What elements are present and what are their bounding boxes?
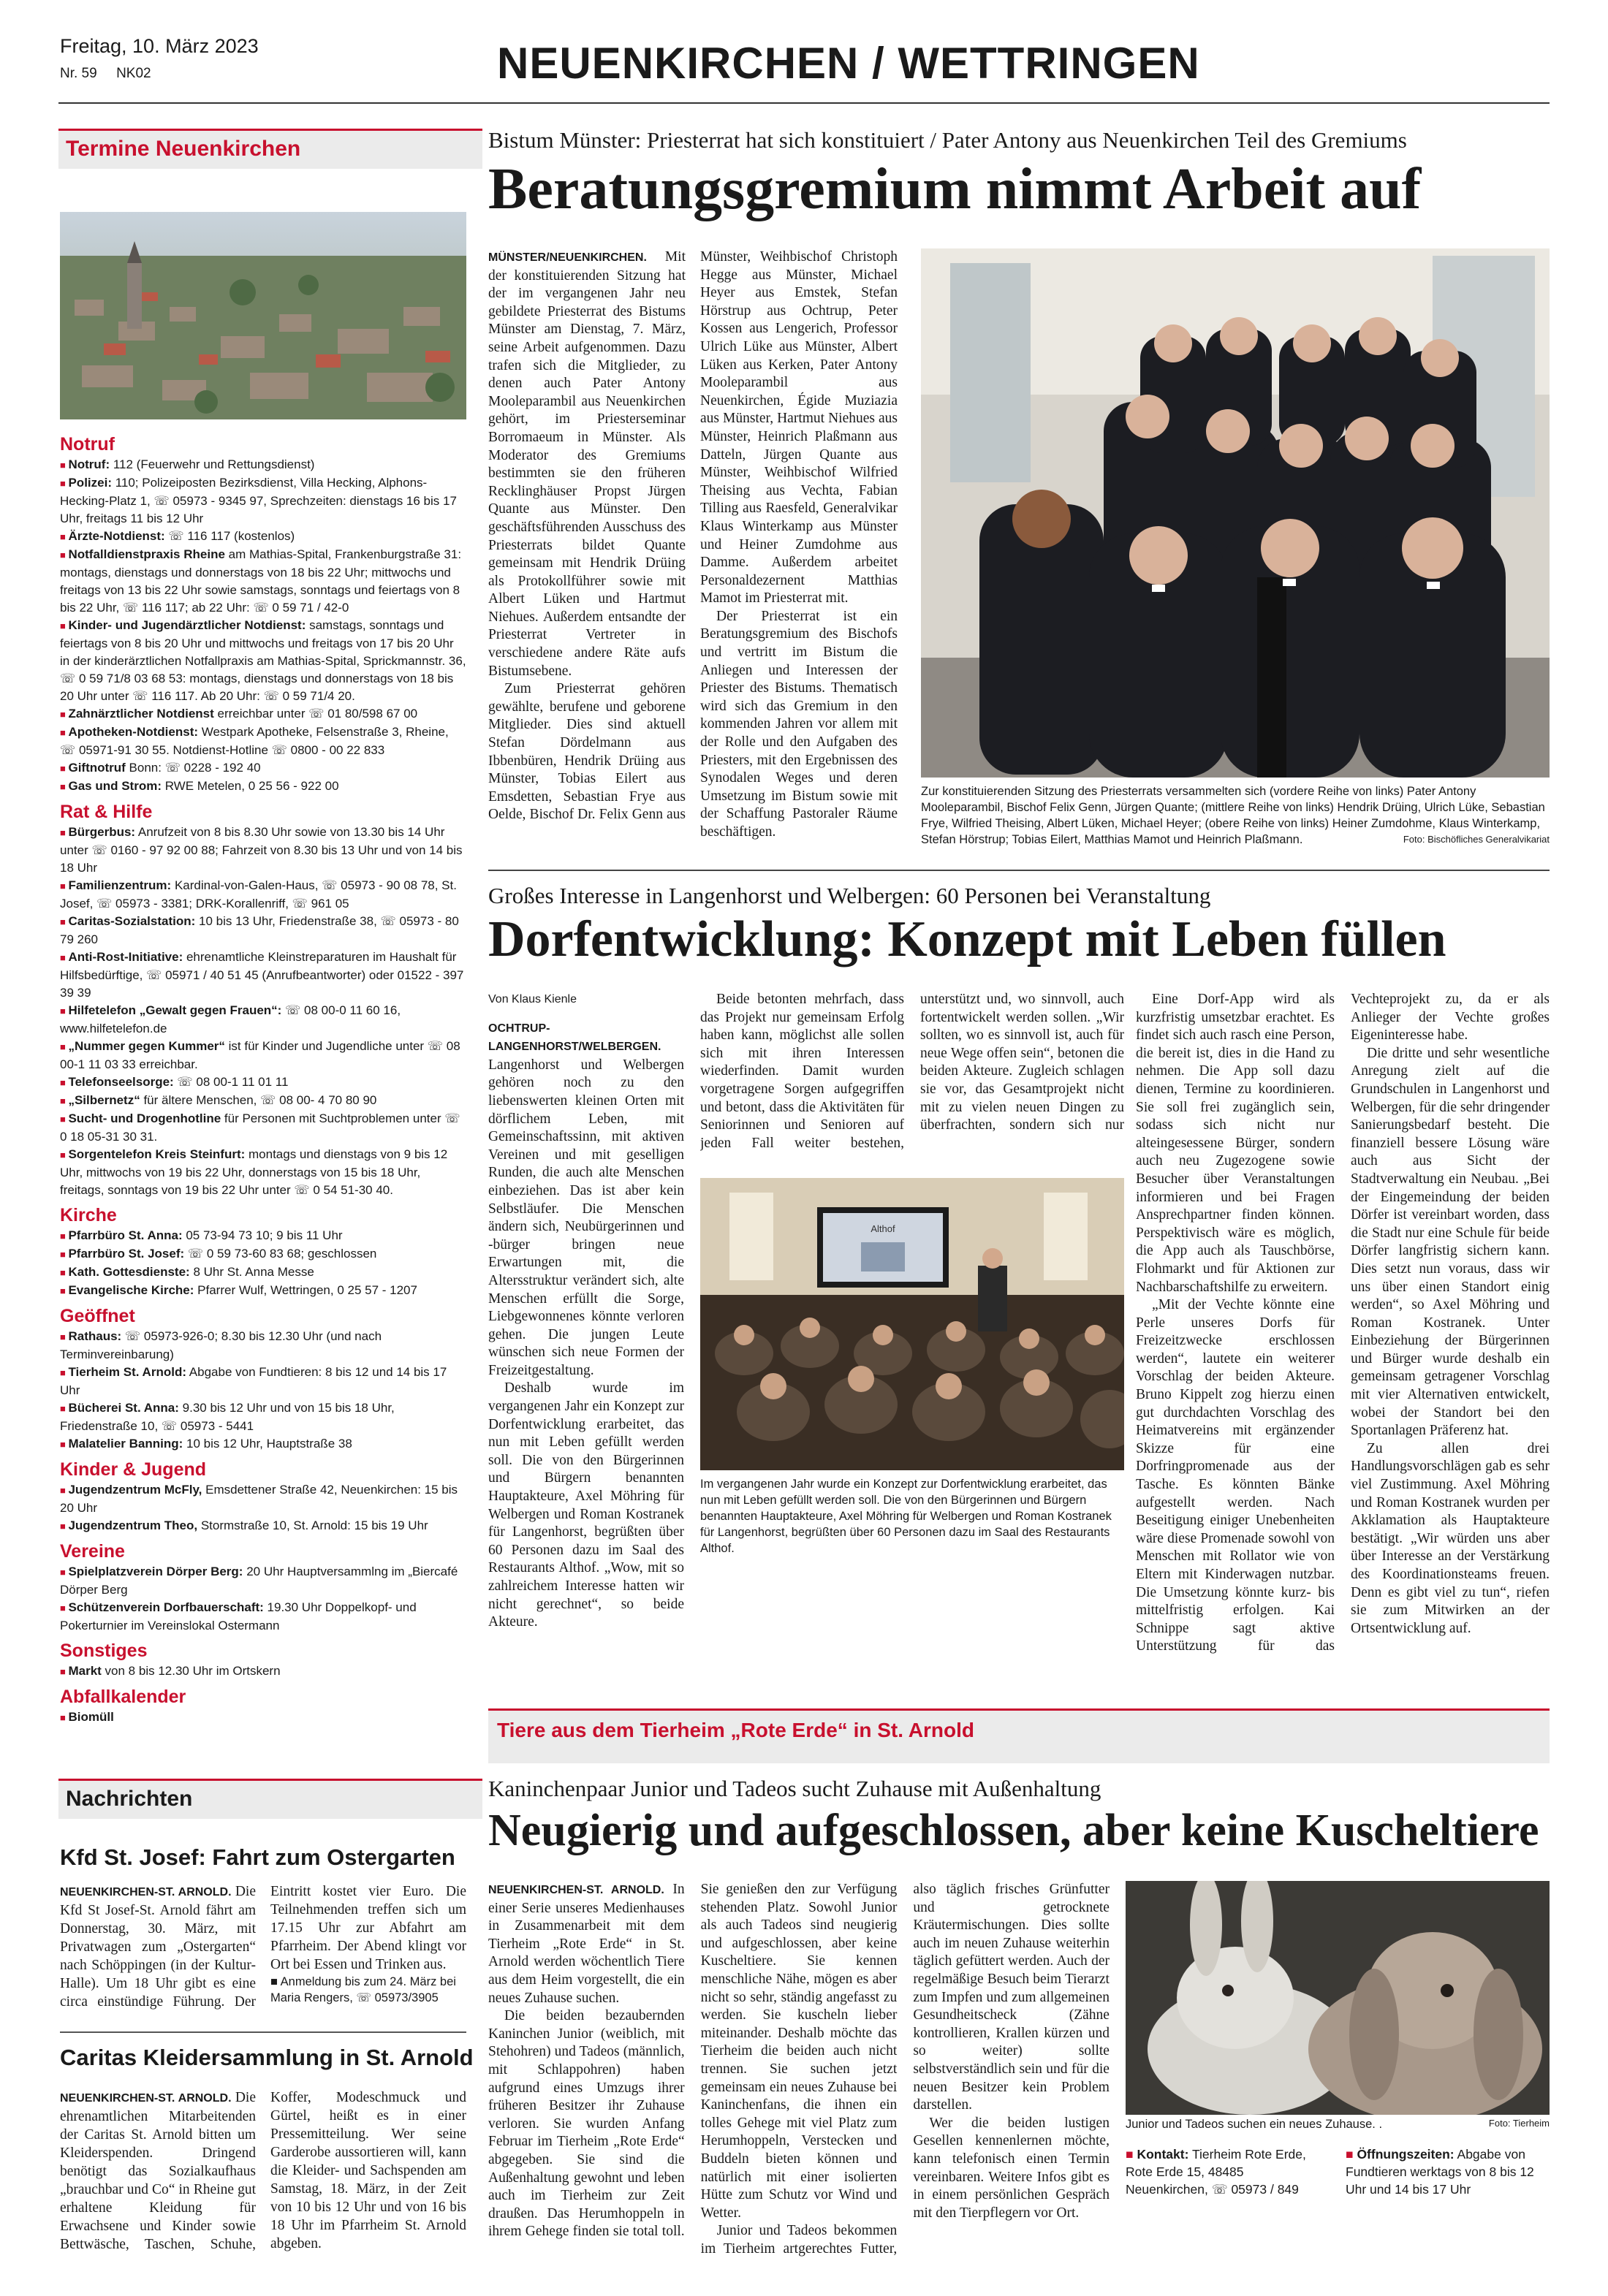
termine-entry — [60, 528, 466, 546]
termine-entry-label: Jugendzentrum McFly, — [68, 1483, 202, 1497]
termine-entry-label: Kinder- und Jugendärztlicher Notdienst: — [68, 618, 306, 632]
article3-contact-info: ■ Kontakt: Tierheim Rote Erde, Rote Erde 15, 48485 Neuenkirchen, ☏ 05973 / 849 ■ Öffnungszeiten: Abgabe von Fundtieren werktags von 8 bis 12 Uhr und 14 bis 17 Uhr — [1126, 2147, 1534, 2197]
termine-entry — [60, 1282, 466, 1300]
issue-number: Nr. 59 NK02 — [60, 66, 151, 81]
kfd-title: Kfd St. Josef: Fahrt zum Ostergarten — [60, 1844, 455, 1870]
masthead-rule — [58, 102, 1550, 104]
termine-section-heading: Sonstiges — [60, 1641, 148, 1661]
termine-entry-text: Westpark Apotheke, Felsenstraße 3, Rheine, ☏ 05971-91 30 55. Notdienst-Hotline ☏ 0800 - 00 22 833 — [60, 725, 449, 757]
termine-section-heading: Rat & Hilfe — [60, 802, 153, 822]
article2-p2: Deshalb wurde im vergangenen Jahr ein Konzept zur Dorfentwicklung erarbeitet, das nun mit Leben gefüllt werden soll. Die von den Bürgerinnen und Bürgern benannten Hauptakteure, Axel Möhring für Welbergen und Roman Kostranek für Langenhorst, begrüßten über 60 Personen dazu im Saal des Restaurants Althof. „Wow, mit so zahlreichem Interesse hatten wir nicht gerechnet“, so beide Akteure. — [488, 1380, 684, 1630]
termine-entry-text: ☏ 0 59 73-60 83 68; geschlossen — [184, 1247, 377, 1261]
termine-entry — [60, 1435, 466, 1453]
termine-entry — [60, 1517, 466, 1535]
article2-p1: Langenhorst und Welbergen gehören noch zu den liebenswerten kleinen Orten mit dörflichem Leben, mit Gemeinschaftssinn, mit aktiven Vereinen und mit geselligen Runden, die auch alte Menschen einbeziehen. Das ist aber kein Selbstläufer. Die Menschen ändern sich, Neubürgerinnen und -bürger bringen neue Erwartungen mit, die Altersstruktur verändert sich, alte Menschen erfüllt die Sorge, Liebgewonnenes könnte verloren gehen. Die jungen Leute wünschen sich neue Formen der Freizeitgestaltung. — [488, 1057, 684, 1378]
termine-entry — [60, 949, 466, 1002]
termine-entry — [60, 617, 466, 705]
article2-p3: Beide betonten mehrfach, dass das Projekt nur gemeinsam Erfolg haben kann, möglichst alle sollen sich mit ihren Interessen wiederfinden. Damit wurden vorgetragene Sorgen aufgegriffen und betont, dass die Aktivitäten für Seniorinnen und Senioren auf jeden Fall weiter bestehen, unterstützt und, wo sinnvoll, auch fortentwickelt werden sollen. „Wir sollten, wo es sinnvoll ist, auch für neue Wege offen sein“, betonen die beiden Akteure. Zugleich schlagen sie vor, das Gesamtprojekt nicht mit zu vielen neuen Dingen zu überfrachten, sondern sich nur — [700, 992, 1124, 1151]
article2-p6: Die dritte und sehr wesentliche Anregung zielt auf die Grundschulen in Langenhorst und Welbergen, für die sehr dringender Sanierungsbedarf besteht. Die finanziell bessere Lösung wäre auch aus Sicht der Stadtverwaltung ein Neubau. „Bei der Eingemeindung der beiden Dörfer ist vereinbart worden, dass die Stadt nur eine Schule für beide Dörfer langfristig sichern kann. Dies setzt nun voraus, dass wir uns über einen Standort einig werden“, so Axel Möhring und Roman Kostranek. Unter Einbeziehung der Bürgerinnen und Bürger wurde deshalb ein gemeinsam getragener Vorschlag mit vier Alternativen entwickelt, wobei der Standort bei den Sportanlagen Präferenz hat. — [1351, 1045, 1550, 1439]
termine-entry — [60, 1662, 466, 1681]
termine-entry-text: samstags, sonntags und feiertags von 8 bis 20 Uhr und mittwochs und freitags von 17 bis 20 Uhr in der kinderärztlichen Notfallpraxis am Mathias-Spital, Sprickmannstr. 36, ☏ 0 59 71/8 03 68 53: montags, dienstags und donnerstags von 18 bis 20 Uhr unter ☏ 116 117. Ab 20 Uhr: ☏ 0 59 71/4 20. — [60, 618, 466, 703]
termine-entry — [60, 1364, 466, 1399]
kfd-note: ■ Anmeldung bis zum 24. März bei Maria Rengers, ☏ 05973/3905 — [270, 1975, 456, 2004]
termine-section-heading: Geöffnet — [60, 1306, 135, 1326]
divider — [60, 2031, 466, 2033]
article3-p4: Wer die beiden lustigen Gesellen kennenlernen möchte, kann telefonisch einen Termin vereinbaren. Weitere Infos gibt es in einem persönlichen Gespräch mit den Tierpflegern vor Ort. — [913, 2115, 1110, 2221]
termine-entry-label: Gas und Strom: — [68, 779, 162, 793]
termine-entry-text: für ältere Menschen, ☏ 08 00- 4 70 80 90 — [140, 1093, 377, 1107]
article3-body — [488, 1881, 1110, 2290]
termine-entry-label: Evangelische Kirche: — [68, 1283, 194, 1297]
article1-headline: Beratungsgremium nimmt Arbeit auf — [488, 157, 1422, 221]
termine-entry — [60, 1563, 466, 1599]
termine-entry — [60, 778, 466, 796]
section-title: NEUENKIRCHEN / WETTRINGEN — [497, 39, 1200, 88]
presentation-screen-text: Althof — [871, 1223, 895, 1234]
article1-body — [488, 248, 898, 849]
termine-entry-label: Ärzte-Notdienst: — [68, 529, 165, 543]
contact-text: Tierheim Rote Erde, Rote Erde 15, 48485 Neuenkirchen, ☏ 05973 / 849 — [1126, 2147, 1306, 2197]
termine-section-heading: Kirche — [60, 1205, 117, 1225]
kfd-dateline: NEUENKIRCHEN-ST. ARNOLD. — [60, 1886, 232, 1898]
article3-p3: Junior und Tadeos bekommen im Tierheim artgerechtes Futter, also täglich frisches Grünfutter und getrocknete Kräutermischungen. Dies sollte auch im neuen Zuhause weiterhin täglich gefüttert werden. Auch der regelmäßige Besuch beim Tierarzt zum Impfen und zum allgemeinen Gesundheitscheck (Zähne kontrollieren, Krallen kürzen und so weiter) sollte selbstverständlich sein und für die neuen Besitzer kein Problem darstellen. — [700, 1882, 1110, 2257]
termine-entry — [60, 723, 466, 759]
termine-entry-text: Abgabe von Fundtieren: 8 bis 12 und 14 bis 17 Uhr — [60, 1365, 447, 1397]
termine-entry-label: Giftnotruf — [68, 761, 126, 775]
article3-photo-credit: Foto: Tierheim — [1488, 2118, 1550, 2129]
kfd-text: Die Kfd St Josef-St. Arnold fährt am Donnerstag, 30. März, mit Privatwagen zum „Ostergarten“ nach Schöppingen (in der Kultur-Halle). Um 18 Uhr gibt es eine circa einstündige Führung. Der Eintritt kostet vier Euro. Die Teilnehmenden treffen sich um 17.15 Uhr zur Abfahrt am Pfarrheim. Der Abend klingt vor Ort bei Essen und Trinken aus. — [60, 1884, 466, 2010]
termine-entry — [60, 1146, 466, 1199]
termine-entry-label: Rathaus: — [68, 1329, 122, 1343]
termine-entry-text: Bonn: ☏ 0228 - 192 40 — [125, 761, 261, 775]
termine-entry-label: Biomüll — [68, 1710, 114, 1724]
caritas-body — [60, 2088, 466, 2286]
termine-entry — [60, 1002, 466, 1038]
article2-p7: Zu allen drei Handlungsvorschlägen gab es sehr viel Zustimmung. Axel Möhring und Roman Kostranek wurden per Akklamation als Hauptakteure bestätigt. „Wir würden uns aber über Interesse an der Verstärkung des Koordinationsteams freuen. Denn es gibt viel zu tun“, riefen sie zum Mitwirken an der Ortsentwicklung auf. — [1351, 1440, 1550, 1636]
termine-entry-label: Jugendzentrum Theo, — [68, 1518, 198, 1532]
article3-headline: Neugierig und aufgeschlossen, aber keine Kuscheltiere — [488, 1806, 1539, 1855]
termine-entry-text: 20 Uhr Hauptversammlng im „Biercafé Dörper Berg — [60, 1565, 458, 1597]
rabbits-photo — [1126, 1881, 1550, 2115]
termine-heading — [58, 129, 482, 169]
termine-entry-text: Anrufzeit von 8 bis 8.30 Uhr sowie von 13.30 bis 14 Uhr unter ☏ 0160 - 97 92 00 88; Fahrzeit von 8.30 bis 13 Uhr und von 14 bis 18 Uhr — [60, 825, 463, 875]
termine-entry-text: für Personen mit Suchtproblemen unter ☏ 0 18 05-31 30 31. — [60, 1111, 460, 1144]
termine-entry — [60, 1073, 466, 1092]
caritas-text: Die ehrenamtlichen Mitarbeitenden der Caritas St. Arnold bitten um Kleiderspenden. Dringend benötigt das Sozialkaufhaus „brauchbar und Co“ in Rheine gut erhaltene Kleidung für Erwachsene und Kinder sowie Bettwäsche, Taschen, Schuhe, Koffer, Modeschmuck und Gürtel, heißt es in einer Pressemitteilung. Wer seine Garderobe aussortieren will, kann die Kleider- und Sachspenden am Samstag, 18. März, in der Zeit von 10 bis 12 Uhr und von 16 bis 18 Uhr im Pfarrheim St. Arnold abgeben. — [60, 2090, 466, 2252]
termine-entry-label: Sorgentelefon Kreis Steinfurt: — [68, 1147, 246, 1161]
termine-entry-text: ☏ 116 117 (kostenlos) — [164, 529, 295, 543]
termine-entry-text: 19.30 Uhr Doppelkopf- und Pokerturnier im Vereinslokal Ostermann — [60, 1600, 417, 1632]
issue-date: Freitag, 10. März 2023 — [60, 35, 259, 57]
article1-p3: Der Priesterrat ist ein Beratungsgremium des Bischofs und vertritt im Bistum die Anliegen und Interessen der Priester des Bistums. Thematisch wird sich das Gremium in den kommenden Jahren vor allem mit der Rolle und den Aufgaben des Priesters, mit den Ergebnissen des Synodalen Weges und deren Umsetzung im Bistum sowie mit der Schaffung Pastoraler Räume beschäftigen. — [700, 608, 898, 840]
divider — [488, 870, 1550, 871]
series-banner-text: Tiere aus dem Tierheim „Rote Erde“ in St. Arnold — [497, 1719, 974, 1741]
termine-entry — [60, 1599, 466, 1635]
caritas-dateline: NEUENKIRCHEN-ST. ARNOLD. — [60, 2092, 232, 2105]
article2-column-3 — [1136, 991, 1550, 1678]
termine-entry — [60, 1481, 466, 1517]
article2-column-2 — [700, 991, 1124, 1166]
termine-entry-label: Familienzentrum: — [68, 878, 172, 892]
termine-entry-label: Kath. Gottesdienste: — [68, 1265, 190, 1279]
termine-entry-text: 112 (Feuerwehr und Rettungsdienst) — [110, 457, 315, 471]
article3-kicker: Kaninchenpaar Junior und Tadeos sucht Zuhause mit Außenhaltung — [488, 1776, 1101, 1801]
termine-section-heading: Notruf — [60, 434, 115, 455]
termine-entry-label: Telefonseelsorge: — [68, 1075, 174, 1089]
termine-entry-label: Pfarrbüro St. Anna: — [68, 1228, 183, 1242]
termine-list — [60, 428, 466, 1727]
termine-entry — [60, 1708, 466, 1727]
termine-entry-label: Hilfetelefon „Gewalt gegen Frauen“: — [68, 1003, 282, 1017]
termine-entry — [60, 824, 466, 877]
termine-entry-label: Sucht- und Drogenhotline — [68, 1111, 221, 1125]
caritas-title: Caritas Kleidersammlung in St. Arnold — [60, 2045, 474, 2070]
termine-entry — [60, 456, 466, 474]
termine-section-heading: Vereine — [60, 1541, 125, 1562]
event-photo-hall — [700, 1178, 1124, 1470]
termine-entry-text: Pfarrer Wulf, Wettringen, 0 25 57 - 1207 — [194, 1283, 417, 1297]
termine-entry — [60, 1110, 466, 1146]
termine-entry-text: ☏ 08 00-0 11 60 16, www.hilfetelefon.de — [60, 1003, 401, 1035]
termine-entry — [60, 877, 466, 913]
termine-entry — [60, 1399, 466, 1435]
termine-entry-text: Kardinal-von-Galen-Haus, ☏ 05973 - 90 08 78, St. Josef, ☏ 05973 - 3381; DRK-Korallenriff, ☏ 961 05 — [60, 878, 457, 911]
nachrichten-heading — [58, 1779, 482, 1819]
termine-entry-text: am Mathias-Spital, Frankenburgstraße 31: montags, dienstags und donnerstags von 18 bis 22 Uhr; mittwochs und freitags von 13 bis 22 Uhr sowie samstags, sonntags und feiertags von 8 bis 22 Uhr, ☏ 116 117; ab 22 Uhr: ☏ 0 59 71 / 42-0 — [60, 547, 462, 615]
termine-entry-text: erreichbar unter ☏ 01 80/598 67 00 — [213, 707, 418, 721]
aerial-town-photo — [60, 212, 466, 419]
termine-entry-text: montags und dienstags von 9 bis 12 Uhr, mittwochs von 19 bis 22 Uhr, donnerstags von 15 bis 18 Uhr, freitags, sonntags von 19 bis 22 Uhr unter ☏ 0 54 51-30 40. — [60, 1147, 448, 1197]
termine-entry-label: Caritas-Sozialstation: — [68, 914, 196, 928]
termine-entry-text: ehrenamtliche Kleinstreparaturen im Haushalt für Hilfsbedürftige, ☏ 05971 / 40 51 45 (Anrufbeantworter) oder 01522 - 397 39 39 — [60, 950, 464, 1000]
article3-caption — [1126, 2118, 1550, 2132]
termine-entry-text: 10 bis 13 Uhr, Friedenstraße 38, ☏ 05973 - 80 79 260 — [60, 914, 459, 946]
termine-entry-text: 05 73-94 73 10; 9 bis 11 Uhr — [182, 1228, 343, 1242]
article2-p5: „Mit der Vechte könnte eine Perle unseres Dorfs für Freizeitzwecke erschlossen werden“, lautete ein weiterer Vorschlag der beiden Akteure. Bruno Kippelt zog hierzu einen gut durchdachten Vorschlag des Heimatvereins mit ergänzender Skizze für eine Dorfringpromenade aus der Tasche. Es könnten Bänke aufgestellt werden. Nach Beseitigung einiger Unebenheiten wäre diese Promenade sowohl von Menschen mit Rollator wie von Eltern mit Kinderwagen nutzbar. Die Umsetzung könnte kurz- bis mittelfristig erfolgen. Kai Schnippe sagt aktive Unterstützung für das Vechteprojekt zu, da er als Anlieger der Vechte großes Eigeninteresse habe. — [1136, 992, 1550, 1654]
termine-entry-label: Bücherei St. Anna: — [68, 1401, 179, 1415]
termine-entry-label: „Silbernetz“ — [68, 1093, 140, 1107]
termine-entry-text: ist für Kinder und Jugendliche unter ☏ 08 00-1 11 03 33 erreichbar. — [60, 1039, 460, 1071]
termine-entry-text: Stormstraße 10, St. Arnold: 15 bis 19 Uhr — [197, 1518, 428, 1532]
termine-entry-text: 8 Uhr St. Anna Messe — [189, 1265, 314, 1279]
termine-entry — [60, 1227, 466, 1245]
termine-entry-text: 10 bis 12 Uhr, Hauptstraße 38 — [183, 1437, 352, 1451]
termine-entry-text: RWE Metelen, 0 25 56 - 922 00 — [161, 779, 339, 793]
article1-caption — [921, 783, 1550, 848]
termine-entry — [60, 913, 466, 949]
article1-caption-text: Zur konstituierenden Sitzung des Priesterrats versammelten sich (vordere Reihe von links) Pater Antony Mooleparambil, Bischof Felix Genn, Jürgen Quante; (mittlere Reihe von links) Hendrik Drüing, Ulrich Lüke, Sebastian Frye, Wilfried Theising, Albert Lüken, Michael Heyer; (obere Reihe von links) Heiner Zumdohme, Klaus Winterkamp, Stefan Hörstrup; Tobias Eilert, Matthias Mamot und Heinrich Plaßmann. — [921, 785, 1545, 846]
termine-entry-label: Apotheken-Notdienst: — [68, 725, 199, 739]
termine-entry-label: Malatelier Banning: — [68, 1437, 183, 1451]
termine-entry-text: 9.30 bis 12 Uhr und von 15 bis 18 Uhr, Friedenstraße 10, ☏ 05973 - 5441 — [60, 1401, 395, 1433]
opening-hours-text: Abgabe von Fundtieren werktags von 8 bis 12 Uhr und 14 bis 17 Uhr — [1346, 2147, 1534, 2197]
termine-entry-text: ☏ 08 00-1 11 01 11 — [173, 1075, 289, 1089]
article2-kicker: Großes Interesse in Langenhorst und Welbergen: 60 Personen bei Veranstaltung — [488, 883, 1211, 908]
article1-p2: Zum Priesterrat gehören gewählte, berufene und geborene Mitglieder. Dies sind aktuell Stefan Dördelmann aus Ibbenbüren, Hendrik Drüing aus Münster, Tobias Eilert aus Emsdetten, Sebastian Frye aus Oelde, Bischof Dr. Felix Genn aus Münster, Weihbischof Christoph Hegge aus Münster, Michael Heyer aus Emstek, Stefan Hörstrup aus Ochtrup, Peter Kossen aus Lengerich, Professor Ulrich Lüke aus Münster, Albert Lüken aus Kerken, Pater Antony Mooleparambil aus Neuenkirchen, Égide Muziazia aus Münster, Hartmut Niehues aus Münster, Heinrich Plaßmann aus Datteln, Jürgen Quante aus Münster, Weihbischof Wilfried Theising aus Vechta, Fabian Tilling aus Raesfeld, Generalvikar Klaus Winterkamp aus Münster und Heiner Zumdohme aus Damme. Außerdem arbeitet Personaldezernent Matthias Mamot im Priesterrat mit. — [488, 249, 898, 823]
termine-entry-label: Notruf: — [68, 457, 110, 471]
article1-dateline: MÜNSTER/NEUENKIRCHEN. — [488, 251, 647, 264]
termine-section-heading: Kinder & Jugend — [60, 1459, 207, 1480]
article2-dateline: OCHTRUP-LANGENHORST/WELBERGEN. — [488, 1022, 661, 1054]
termine-entry — [60, 1263, 466, 1282]
termine-entry-label: Notfalldienstpraxis Rheine — [68, 547, 225, 561]
termine-entry — [60, 1038, 466, 1073]
article2-p4: Eine Dorf-App wird als kurzfristig umsetzbar erachtet. Es findet sich auch rasch eine Person, die bereit ist, dies in die Hand zu nehmen. Die App soll dazu dienen, Termine zu koordinieren. Sie soll frei zugänglich sein, sodass sich nicht nur alteingesessene Bürger, sondern auch neu Zugezogene sowie Besucher über Veranstaltungen informieren und bei Fragen Ansprechpartner finden können. Perspektivisch wäre es möglich, die App auch als Tauschbörse, Flohmarkt und für Aktionen zur Nachbarschaftshilfe zu erweitern. — [1136, 992, 1335, 1295]
kfd-body — [60, 1882, 466, 2021]
termine-entry — [60, 705, 466, 723]
article3-caption-text: Junior und Tadeos suchen ein neues Zuhause. . — [1126, 2118, 1383, 2131]
article1-kicker: Bistum Münster: Priesterrat hat sich konstituiert / Pater Antony aus Neuenkirchen Teil des Gremiums — [488, 127, 1407, 153]
termine-entry-label: Pfarrbüro St. Josef: — [68, 1247, 185, 1261]
article1-p1: Mit der konstituierenden Sitzung hat der im vergangenen Jahr neu gebildete Priesterrat des Bistums Münster am Dienstag, 7. März, seine Arbeit aufgenommen. Dazu trafen sich die Mitglieder, zu denen auch Pater Antony Mooleparambil aus Neuenkirchen gehört, im Priesterseminar Borromaeum in Münster. Als Moderator des Gremiums bestimmten sie den früheren Recklinghäuser Propst Jürgen Quante aus Münster. Den geschäftsführenden Ausschuss des Priesterrats bildet Quante gemeinsam mit Hendrik Drüing als Protokollführer sowie mit Albert Lüken und Hartmut Niehues. Außerdem entsandte der Priesterrat Vertreter in verschiedene andere Räte aufs Bistumsebene. — [488, 249, 686, 679]
article1-photo-credit: Foto: Bischöfliches Generalvikariat — [1403, 834, 1550, 845]
termine-entry — [60, 474, 466, 528]
termine-heading-text: Termine Neuenkirchen — [66, 137, 301, 161]
article3-p1: In einer Serie unseres Medienhauses in Zusammenarbeit mit dem Tierheim „Rote Erde“ in St. Arnold werden wöchentlich Tiere aus dem Heim vorgestellt, die ein neues Zuhause suchen. — [488, 1882, 685, 2006]
termine-entry-label: Zahnärztlicher Notdienst — [68, 707, 214, 721]
termine-entry-text: ☏ 05973-926-0; 8.30 bis 12.30 Uhr (und nach Terminvereinbarung) — [60, 1329, 382, 1361]
article3-p2: Die beiden bezaubernden Kaninchen Junior (weiblich, mit Stehohren) und Tadeos (männlich, mit Schlappohren) haben aufgrund eines Umzugs ihrer früheren Besitzer ihr Zuhause verloren. Sie wurden Anfang Februar im Tierheim „Rote Erde“ abgegeben. Sie sind die Außenhaltung gewohnt und leben auch im Tierheim zur Zeit draußen. Das Herumhoppeln in ihrem Gehege finden sie total toll. Sie genießen den zur Verfügung stehenden Platz. Sowohl Junior als auch Tadeos sind neugierig und aufgeschlossen, aber keine Kuscheltiere. Sie kennen menschliche Nähe, mögen es aber nicht so sehr, ständig angefasst zu werden. Sie kuscheln lieber miteinander. Deshalb möchte das Tierheim die beiden auch nicht trennen. Sie suchen jetzt gemeinsam ein neues Zuhause bei Kaninchenfans, die ihnen ein tolles Gehege mit viel Platz zum Herumhoppeln, Verstecken und Buddeln bieten können und natürlich mit einer isolierten Hütte zum Schutz vor Wind und Wetter. — [488, 1882, 898, 2240]
termine-entry-label: Anti-Rost-Initiative: — [68, 950, 183, 964]
termine-entry-label: Bürgerbus: — [68, 825, 136, 839]
contact-label: Kontakt: — [1137, 2147, 1189, 2162]
termine-entry-text: Emsdettener Straße 42, Neuenkirchen: 15 bis 20 Uhr — [60, 1483, 458, 1515]
article2-column-1 — [488, 991, 684, 1632]
group-photo-priests — [921, 248, 1550, 778]
termine-entry — [60, 546, 466, 617]
opening-hours-label: Öffnungszeiten: — [1357, 2147, 1455, 2162]
termine-entry-text: von 8 bis 12.30 Uhr im Ortskern — [101, 1664, 281, 1678]
termine-entry-label: Polizei: — [68, 476, 112, 490]
termine-entry — [60, 1092, 466, 1110]
termine-section-heading: Abfallkalender — [60, 1687, 186, 1707]
article2-author: Von Klaus Kienle — [488, 993, 577, 1006]
nachrichten-heading-text: Nachrichten — [66, 1787, 193, 1811]
termine-entry — [60, 1245, 466, 1263]
article2-caption: Im vergangenen Jahr wurde ein Konzept zur Dorfentwicklung erarbeitet, das nun mit Leben gefüllt werden soll. Die von den Bürgerinnen und Bürgern benannten Hauptakteure, Axel Möhring für Welbergen und Roman Kostranek für Langenhorst, begrüßten über 60 Personen dazu im Saal des Restaurants Althof. — [700, 1478, 1112, 1555]
article2-headline: Dorfentwicklung: Konzept mit Leben füllen — [488, 911, 1446, 968]
termine-entry-label: Schützenverein Dorfbauerschaft: — [68, 1600, 264, 1614]
article3-dateline: NEUENKIRCHEN-ST. ARNOLD. — [488, 1884, 664, 1896]
termine-entry-text: 110; Polizeiposten Bezirksdienst, Villa Hecking, Alphons-Hecking-Platz 1, ☏ 05973 - 9345 97, Sprechzeiten: dienstags 16 bis 17 Uhr, freitags 11 bis 12 Uhr — [60, 476, 457, 525]
termine-entry-label: Markt — [68, 1664, 102, 1678]
termine-entry-label: Tierheim St. Arnold: — [68, 1365, 186, 1379]
termine-entry-label: „Nummer gegen Kummer“ — [68, 1039, 225, 1053]
termine-entry — [60, 1328, 466, 1364]
termine-entry-label: Spielplatzverein Dörper Berg: — [68, 1565, 243, 1578]
termine-entry — [60, 759, 466, 778]
